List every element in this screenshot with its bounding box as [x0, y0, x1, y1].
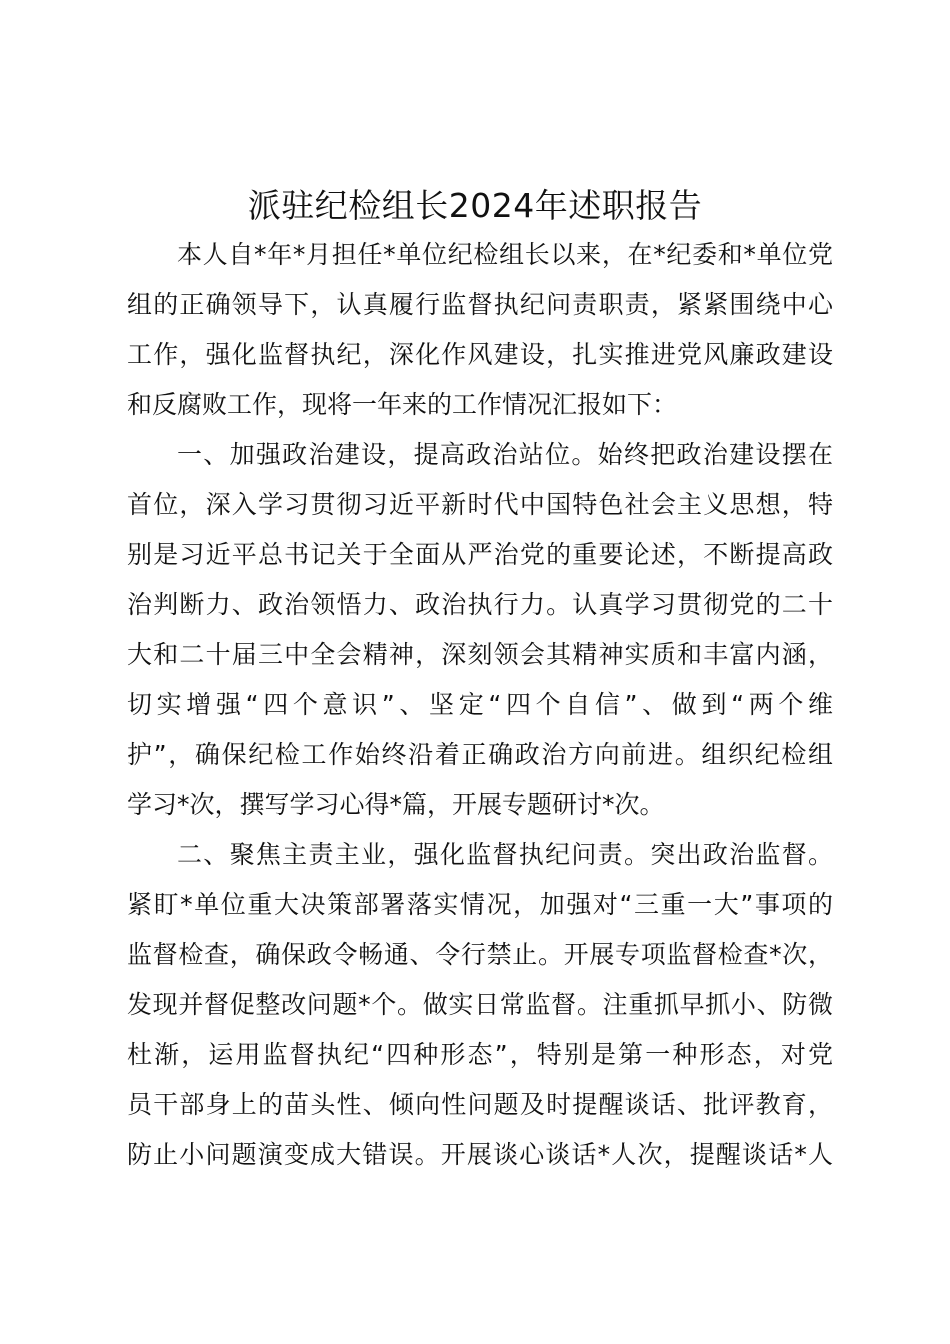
- text-line: 治判断力、政治领悟力、政治执行力。认真学习贯彻党的二十: [127, 590, 833, 619]
- text-line: 员干部身上的苗头性、倾向性问题及时提醒谈话、批评教育，: [127, 1090, 833, 1119]
- text-line: 别是习近平总书记关于全面从严治党的重要论述，不断提高政: [127, 540, 833, 569]
- text-line: 二、聚焦主责主业，强化监督执纪问责。突出政治监督。: [177, 840, 833, 869]
- text-line: 杜渐，运用监督执纪“四种形态”，特别是第一种形态，对党: [127, 1040, 833, 1069]
- text-line: 首位，深入学习贯彻习近平新时代中国特色社会主义思想，特: [127, 490, 833, 519]
- paragraph-supervision: [127, 830, 833, 1180]
- text-line: 一、加强政治建设，提高政治站位。始终把政治建设摆在: [177, 440, 833, 469]
- text-line: 学习*次，撰写学习心得*篇，开展专题研讨*次。: [127, 790, 665, 819]
- text-line: 紧盯*单位重大决策部署落实情况，加强对“三重一大”事项的: [127, 890, 833, 919]
- text-line: 发现并督促整改问题*个。做实日常监督。注重抓早抓小、防微: [127, 990, 833, 1019]
- text-line: 和反腐败工作，现将一年来的工作情况汇报如下：: [127, 390, 678, 419]
- text-line: 切实增强“四个意识”、坚定“四个自信”、做到“两个维: [127, 690, 833, 719]
- paragraph-intro: [127, 230, 833, 430]
- text-line: 本人自*年*月担任*单位纪检组长以来，在*纪委和*单位党: [177, 240, 833, 269]
- text-line: 监督检查，确保政令畅通、令行禁止。开展专项监督检查*次，: [127, 940, 833, 969]
- text-line: 护”，确保纪检工作始终沿着正确政治方向前进。组织纪检组: [127, 740, 833, 769]
- text-line: 组的正确领导下，认真履行监督执纪问责职责，紧紧围绕中心: [127, 290, 833, 319]
- document-body: [127, 230, 833, 1180]
- text-line: 工作，强化监督执纪，深化作风建设，扎实推进党风廉政建设: [127, 340, 833, 369]
- text-line: 防止小问题演变成大错误。开展谈心谈话*人次，提醒谈话*人: [127, 1140, 833, 1169]
- document-title: 派驻纪检组长2024年述职报告: [247, 186, 703, 225]
- paragraph-political-building: [127, 430, 833, 830]
- text-line: 大和二十届三中全会精神，深刻领会其精神实质和丰富内涵，: [127, 640, 833, 669]
